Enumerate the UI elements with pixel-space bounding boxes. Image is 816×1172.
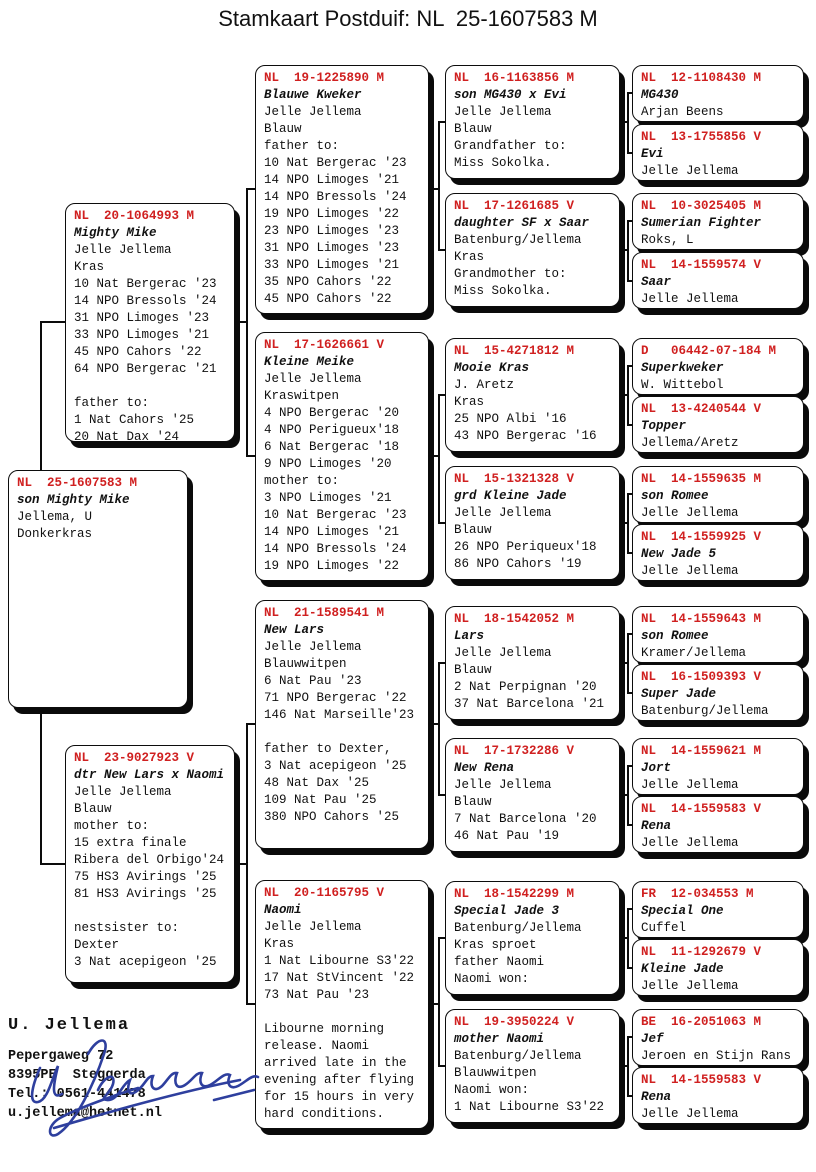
ring-number: NL 23-9027923 V [74,751,195,765]
box-fffm [632,124,804,181]
pigeon-name: Naomi [264,903,302,917]
pigeon-name: Jef [641,1032,664,1046]
detail-line: 73 Nat Pau '23 [264,988,370,1002]
pigeon-name: Rena [641,1090,672,1104]
page-title: Stamkaart Postduif: NL 25-1607583 M [218,6,598,31]
pigeon-details [74,242,226,442]
box-mmf [445,881,620,995]
ring-number: NL 14-1559643 M [641,612,762,626]
detail-line: 14 NPO Bressols '24 [74,294,217,308]
detail-line: 4 NPO Perigueux'18 [264,423,400,437]
ring-number: NL 12-1108430 M [641,71,762,85]
detail-line: Jeroen en Stijn Rans [641,1049,792,1063]
detail-line: 81 HS3 Avirings '25 [74,887,217,901]
pigeon-details [641,777,795,794]
detail-line: nestsister to: [74,921,180,935]
owner-address-street: Pepergaweg 72 [8,1049,114,1064]
connector-line [246,723,248,1005]
connector-line [627,220,629,282]
connector-line [438,522,445,524]
detail-line: Jelle Jellema [454,646,552,660]
pigeon-name: New Lars [264,623,325,637]
detail-line: 146 Nat Marseille'23 [264,708,415,722]
ring-number: NL 17-1626661 V [264,338,385,352]
pigeon-details [454,777,611,845]
pigeon-name: Sumerian Fighter [641,216,762,230]
detail-line: 33 NPO Limoges '21 [264,258,400,272]
ring-number: NL 13-4240544 V [641,402,762,416]
connector-line [438,394,440,524]
box-mmmm [632,1067,804,1124]
detail-line: 3 Nat acepigeon '25 [74,955,217,969]
detail-line: 86 NPO Cahors '19 [454,557,582,571]
box-mfff [632,606,804,663]
detail-line: 1 Nat Libourne S3'22 [264,954,415,968]
pigeon-details [641,645,795,662]
detail-line [264,1004,420,1021]
pigeon-name: Special Jade 3 [454,904,560,918]
ring-number: NL 17-1732286 V [454,744,575,758]
connector-line [438,937,445,939]
detail-line: 14 NPO Limoges '21 [264,525,400,539]
ring-number: NL 14-1559583 V [641,802,762,816]
ring-number: NL 15-1321328 V [454,472,575,486]
box-fmmm [632,524,804,581]
connector-line [246,188,255,190]
detail-line: 15 extra finale [74,836,187,850]
detail-line: 23 NPO Limoges '23 [264,224,400,238]
detail-line: Jelle Jellema [264,920,362,934]
detail-line: 4 NPO Bergerac '20 [264,406,400,420]
box-mff [445,606,620,720]
pigeon-details [641,563,795,580]
detail-line [74,903,226,920]
owner-name: U. Jellema [8,1016,131,1035]
detail-line: Kraswitpen [264,389,340,403]
detail-line: Grandfather to: [454,139,567,153]
ring-number: BE 16-2051063 M [641,1015,762,1029]
detail-line: 109 Nat Pau '25 [264,793,377,807]
detail-line: Kras [454,395,485,409]
connector-line [627,908,629,969]
pigeon-details [454,920,611,988]
detail-line: Jelle Jellema [454,778,552,792]
detail-line: 10 Nat Bergerac '23 [264,156,407,170]
connector-line [438,121,440,251]
connector-line [627,765,629,826]
box-mmff [632,881,804,938]
detail-line: 6 Nat Pau '23 [264,674,362,688]
pigeon-name: Mooie Kras [454,361,530,375]
box-ffmm [632,252,804,309]
box-fmf [445,338,620,452]
detail-line: Donkerkras [17,527,93,541]
detail-line: Kras [454,250,485,264]
ring-number: NL 14-1559574 V [641,258,762,272]
owner-address-city: 8395PE Steggerda [8,1068,146,1083]
box-ffmf [632,193,804,250]
pigeon-name: Mighty Mike [74,226,157,240]
pigeon-name: Blauwe Kweker [264,88,362,102]
pigeon-name: New Rena [454,761,515,775]
pigeon-details [264,104,420,308]
detail-line: Kras [74,260,105,274]
detail-line: Kras sproet [454,938,537,952]
ring-number: NL 19-3950224 V [454,1015,575,1029]
detail-line: 1 Nat Libourne S3'22 [454,1100,605,1114]
ring-number: D 06442-07-184 M [641,344,777,358]
connector-line [627,365,629,426]
ring-number: NL 16-1163856 M [454,71,575,85]
ring-number: NL 16-1509393 V [641,670,762,684]
detail-line: Jelle Jellema [454,105,552,119]
connector-line [627,92,629,154]
pigeon-details [641,703,795,720]
box-ff [255,65,429,314]
pigeon-details [641,163,795,180]
detail-line: 17 Nat StVincent '22 [264,971,415,985]
detail-line: 2 Nat Perpignan '20 [454,680,597,694]
pigeon-details [641,104,795,121]
detail-line: Miss Sokolka. [454,156,552,170]
box-mm [255,880,429,1129]
connector-line [438,662,445,664]
pigeon-details [641,835,795,852]
detail-line: 45 NPO Cahors '22 [74,345,202,359]
detail-line: Jelle Jellema [641,1107,739,1121]
detail-line: Naomi won: [454,972,530,986]
detail-line: for 15 hours in very [264,1090,415,1104]
detail-line: Jelle Jellema [641,836,739,850]
detail-line: 37 Nat Barcelona '21 [454,697,605,711]
detail-line: 6 Nat Bergerac '18 [264,440,400,454]
detail-line: Blauw [74,802,112,816]
box-mfm [445,738,620,852]
detail-line: Jellema/Aretz [641,436,739,450]
ring-number: NL 14-1559621 M [641,744,762,758]
pigeon-name: dtr New Lars x Naomi [74,768,225,782]
owner-email: u.jellema@hetnet.nl [8,1106,162,1121]
detail-line: Kramer/Jellema [641,646,747,660]
pigeon-details [264,919,420,1123]
ring-number: NL 25-1607583 M [17,476,138,490]
detail-line: Blauw [454,795,492,809]
pigeon-name: Lars [454,629,485,643]
detail-line: 26 NPO Periqueux'18 [454,540,597,554]
pigeon-details [264,639,420,826]
detail-line: Jelle Jellema [264,105,362,119]
pigeon-name: Superkweker [641,361,724,375]
detail-line: release. Naomi [264,1039,370,1053]
pigeon-details [641,377,795,394]
detail-line: 7 Nat Barcelona '20 [454,812,597,826]
detail-line: Batenburg/Jellema [454,921,582,935]
box-mmmf [632,1009,804,1066]
detail-line: evening after flying [264,1073,415,1087]
pigeon-name: Kleine Jade [641,962,724,976]
detail-line [74,378,226,395]
detail-line: Blauw [454,122,492,136]
detail-line: father to Dexter, [264,742,392,756]
detail-line: Jellema, U [17,510,93,524]
detail-line: J. Aretz [454,378,515,392]
detail-line: Batenburg/Jellema [454,1049,582,1063]
detail-line: 14 NPO Bressols '24 [264,190,407,204]
detail-line: Kras [264,937,295,951]
pigeon-name: son Mighty Mike [17,493,130,507]
detail-line: Arjan Beens [641,105,724,119]
box-ffff [632,65,804,122]
box-mother [65,745,235,983]
detail-line: 14 NPO Limoges '21 [264,173,400,187]
ring-number: NL 21-1589541 M [264,606,385,620]
detail-line: 43 NPO Bergerac '16 [454,429,597,443]
box-mmfm [632,939,804,996]
ring-number: NL 11-1292679 V [641,945,762,959]
ring-number: NL 18-1542299 M [454,887,575,901]
pigeon-name: son Romee [641,629,709,643]
pigeon-details [641,505,795,522]
detail-line: Jelle Jellema [641,564,739,578]
box-ffm [445,193,620,307]
detail-line [264,724,420,741]
pigeon-name: New Jade 5 [641,547,717,561]
detail-line: Blauw [264,122,302,136]
detail-line: Batenburg/Jellema [641,704,769,718]
detail-line: 75 HS3 Avirings '25 [74,870,217,884]
detail-line: arrived late in the [264,1056,407,1070]
box-fmmf [632,466,804,523]
connector-line [246,723,255,725]
box-subject [8,470,188,708]
connector-line [40,863,65,865]
detail-line: 35 NPO Cahors '22 [264,275,392,289]
detail-line: 10 Nat Bergerac '23 [74,277,217,291]
detail-line: W. Wittebol [641,378,724,392]
detail-line: 45 NPO Cahors '22 [264,292,392,306]
pigeon-name: Evi [641,147,664,161]
ring-number: NL 17-1261685 V [454,199,575,213]
box-fm [255,332,429,581]
box-mfmf [632,738,804,795]
pigeon-name: son Romee [641,489,709,503]
pigeon-details [17,509,179,543]
detail-line: father to: [264,139,340,153]
detail-line: 46 Nat Pau '19 [454,829,560,843]
detail-line: 19 NPO Limoges '22 [264,559,400,573]
detail-line: 14 NPO Bressols '24 [264,542,407,556]
ring-number: NL 19-1225890 M [264,71,385,85]
connector-line [438,937,440,1067]
detail-line: Naomi won: [454,1083,530,1097]
pigeon-name: MG430 [641,88,679,102]
ring-number: NL 20-1165795 V [264,886,385,900]
pigeon-name: Kleine Meike [264,355,355,369]
connector-line [438,249,445,251]
detail-line: 19 NPO Limoges '22 [264,207,400,221]
detail-line: 3 Nat acepigeon '25 [264,759,407,773]
ring-number: NL 10-3025405 M [641,199,762,213]
detail-line: 31 NPO Limoges '23 [264,241,400,255]
pigeon-details [454,104,611,172]
ring-number: NL 14-1559635 M [641,472,762,486]
box-mf [255,600,429,849]
pigeon-details [454,645,611,713]
detail-line: Jelle Jellema [454,506,552,520]
pigeon-details [641,1106,795,1123]
connector-line [627,1036,629,1097]
ring-number: NL 20-1064993 M [74,209,195,223]
connector-line [627,493,629,554]
detail-line: mother to: [74,819,150,833]
detail-line: mother to: [264,474,340,488]
detail-line: Jelle Jellema [641,979,739,993]
owner-phone: Tel.: 0561-441478 [8,1087,146,1102]
detail-line: 31 NPO Limoges '23 [74,311,210,325]
ring-number: NL 14-1559583 V [641,1073,762,1087]
connector-line [438,794,445,796]
pigeon-details [641,978,795,995]
ring-number: NL 14-1559925 V [641,530,762,544]
ring-number: NL 13-1755856 V [641,130,762,144]
box-fff [445,65,620,179]
detail-line: Jelle Jellema [264,640,362,654]
pigeon-name: Saar [641,275,672,289]
detail-line: Batenburg/Jellema [454,233,582,247]
box-fmm [445,466,620,580]
detail-line: Jelle Jellema [74,785,172,799]
pigeon-details [74,784,226,971]
pigeon-details [264,371,420,575]
pigeon-name: Rena [641,819,672,833]
ring-number: NL 15-4271812 M [454,344,575,358]
connector-line [438,121,445,123]
pigeon-details [641,291,795,308]
detail-line: Blauwwitpen [264,657,347,671]
detail-line: Jelle Jellema [641,164,739,178]
pigeon-name: mother Naomi [454,1032,545,1046]
detail-line: 64 NPO Bergerac '21 [74,362,217,376]
detail-line: Libourne morning [264,1022,385,1036]
detail-line: 20 Nat Dax '24 [74,430,180,442]
connector-line [438,662,440,796]
connector-line [627,633,629,694]
detail-line: Jelle Jellema [641,506,739,520]
detail-line: 9 NPO Limoges '20 [264,457,392,471]
pigeon-name: daughter SF x Saar [454,216,590,230]
detail-line: Dexter [74,938,120,952]
detail-line: hard conditions. [264,1107,385,1121]
box-father [65,203,235,442]
pigeon-details [454,1048,611,1116]
pigeon-details [641,232,795,249]
connector-line [40,321,65,323]
detail-line: Cuffel [641,921,687,935]
connector-line [438,1065,445,1067]
detail-line: 33 NPO Limoges '21 [74,328,210,342]
detail-line: Jelle Jellema [264,372,362,386]
connector-line [246,455,255,457]
detail-line: 71 NPO Bergerac '22 [264,691,407,705]
pigeon-details [454,232,611,300]
detail-line: Jelle Jellema [641,292,739,306]
detail-line: Blauw [454,523,492,537]
pigeon-name: son MG430 x Evi [454,88,567,102]
detail-line: Grandmother to: [454,267,567,281]
detail-line: 1 Nat Cahors '25 [74,413,195,427]
detail-line: Blauwwitpen [454,1066,537,1080]
detail-line: Roks, L [641,233,694,247]
detail-line: Ribera del Orbigo'24 [74,853,225,867]
pigeon-name: Topper [641,419,687,433]
connector-line [246,188,248,457]
connector-line [246,1003,255,1005]
pigeon-details [454,505,611,573]
detail-line: 25 NPO Albi '16 [454,412,567,426]
detail-line: Miss Sokolka. [454,284,552,298]
detail-line: father to: [74,396,150,410]
detail-line: Jelle Jellema [641,778,739,792]
pigeon-name: grd Kleine Jade [454,489,567,503]
detail-line: Jelle Jellema [74,243,172,257]
detail-line: 3 NPO Limoges '21 [264,491,392,505]
pigeon-name: Super Jade [641,687,717,701]
pigeon-name: Jort [641,761,672,775]
box-mfmm [632,796,804,853]
detail-line: 380 NPO Cahors '25 [264,810,400,824]
pigeon-details [641,435,795,452]
pigeon-details [641,1048,795,1065]
box-fmff [632,338,804,395]
pigeon-details [454,377,611,445]
detail-line: father Naomi [454,955,545,969]
detail-line: 48 Nat Dax '25 [264,776,370,790]
box-fmfm [632,396,804,453]
owner-block [8,1016,162,1123]
ring-number: FR 12-034553 M [641,887,754,901]
box-mmm [445,1009,620,1123]
detail-line: 10 Nat Bergerac '23 [264,508,407,522]
pigeon-name: Special One [641,904,724,918]
detail-line: Blauw [454,663,492,677]
pigeon-details [641,920,795,937]
box-mffm [632,664,804,721]
ring-number: NL 18-1542052 M [454,612,575,626]
connector-line [438,394,445,396]
